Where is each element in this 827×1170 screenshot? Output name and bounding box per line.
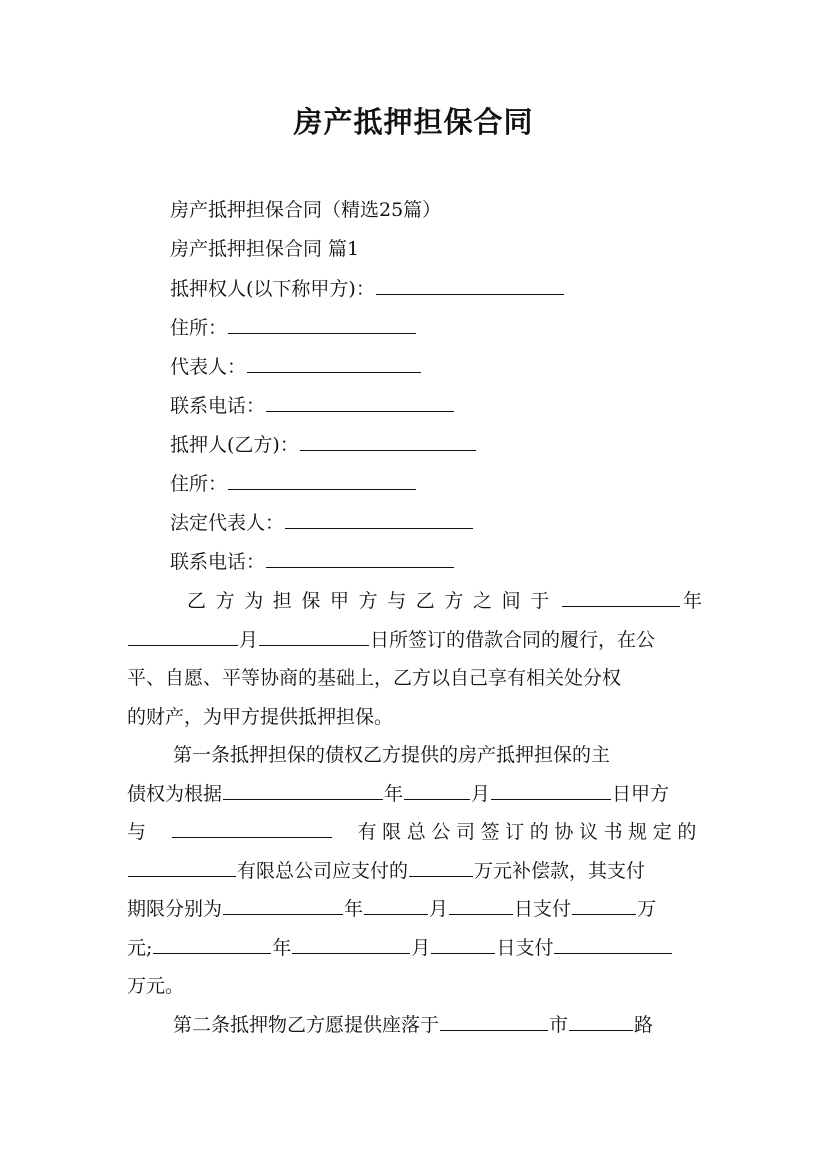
blank-line xyxy=(431,933,495,954)
para-text: 日支付 xyxy=(496,936,554,959)
para-text: 年 xyxy=(682,590,702,612)
blank-line xyxy=(376,274,564,295)
para-text: 万 xyxy=(637,898,657,920)
field-phone-a xyxy=(170,391,455,419)
para-text: 月 xyxy=(411,936,431,959)
field-mortgagor xyxy=(170,430,477,458)
blank-line xyxy=(404,779,470,800)
field-label: 联系电话： xyxy=(170,551,266,573)
para-text: 年 xyxy=(344,898,364,920)
para-text: 有限总公司签订的协议书规定的 xyxy=(357,821,702,843)
para-text: 万元补偿款，其支付 xyxy=(474,859,646,882)
blank-line xyxy=(364,894,428,915)
field-representative xyxy=(170,352,422,380)
section-heading: 房产抵押担保合同 篇1 xyxy=(170,238,360,260)
field-label: 住所： xyxy=(170,473,228,495)
para-text: 的财产，为甲方提供抵押担保。 xyxy=(127,705,394,728)
field-label: 住所： xyxy=(170,317,228,339)
blank-line xyxy=(409,856,473,877)
blank-line xyxy=(562,586,680,607)
blank-line xyxy=(172,817,332,838)
field-label: 代表人： xyxy=(170,356,247,378)
blank-line xyxy=(491,779,611,800)
para-text: 期限分别为 xyxy=(127,898,223,920)
para-text: 乙方为担保甲方与乙方之间于 xyxy=(187,590,559,612)
para-text: 万元。 xyxy=(127,975,185,997)
blank-line xyxy=(440,1010,548,1031)
blank-line xyxy=(285,508,473,529)
para-text: 日支付 xyxy=(514,898,572,920)
blank-line xyxy=(228,313,416,334)
blank-line xyxy=(569,1010,633,1031)
field-phone-b xyxy=(170,547,455,575)
paragraph-intro xyxy=(127,582,702,736)
field-address-a xyxy=(170,313,417,341)
para-text: 月 xyxy=(471,782,491,805)
paragraph-article-2 xyxy=(127,1006,702,1045)
para-text: 与 xyxy=(127,821,147,843)
para-text: 元; xyxy=(127,936,153,959)
para-text: 日甲方 xyxy=(612,782,670,805)
blank-line xyxy=(572,894,636,915)
field-legal-rep xyxy=(170,508,474,536)
para-text: 平、自愿、平等协商的基础上，乙方以自己享有相关处分权 xyxy=(127,667,622,689)
field-label: 联系电话： xyxy=(170,395,266,417)
para-text: 路 xyxy=(634,1014,654,1036)
blank-line xyxy=(223,779,383,800)
para-text: 年 xyxy=(384,782,404,805)
subtitle-line: 房产抵押担保合同（精选25篇） xyxy=(170,199,442,221)
blank-line xyxy=(266,391,454,412)
field-mortgagee xyxy=(170,274,565,302)
blank-line xyxy=(153,933,271,954)
para-text: 债权为根据 xyxy=(127,782,223,805)
blank-line xyxy=(128,625,238,646)
paragraph-article-1 xyxy=(127,736,702,1006)
para-text: 有限总公司应支付的 xyxy=(237,859,409,882)
para-text: 月 xyxy=(429,898,449,920)
blank-line xyxy=(300,430,476,451)
field-label: 法定代表人： xyxy=(170,512,285,534)
field-label: 抵押人(乙方)： xyxy=(170,434,299,456)
blank-line xyxy=(266,547,454,568)
para-text: 年 xyxy=(272,936,292,959)
blank-line xyxy=(223,894,343,915)
blank-line xyxy=(554,933,672,954)
blank-line xyxy=(128,856,236,877)
para-text: 月 xyxy=(239,628,259,651)
blank-line xyxy=(449,894,513,915)
blank-line xyxy=(259,625,369,646)
field-address-b xyxy=(170,469,417,497)
para-text: 第二条抵押物乙方愿提供座落于 xyxy=(173,1014,440,1036)
blank-line xyxy=(247,352,421,373)
document-title: 房产抵押担保合同 xyxy=(293,105,534,139)
field-label: 抵押权人(以下称甲方)： xyxy=(170,278,375,300)
blank-line xyxy=(228,469,416,490)
blank-line xyxy=(292,933,410,954)
para-text: 市 xyxy=(549,1014,569,1036)
para-text: 第一条抵押担保的债权乙方提供的房产抵押担保的主 xyxy=(173,744,611,766)
para-text: 日所签订的借款合同的履行，在公 xyxy=(370,628,656,651)
